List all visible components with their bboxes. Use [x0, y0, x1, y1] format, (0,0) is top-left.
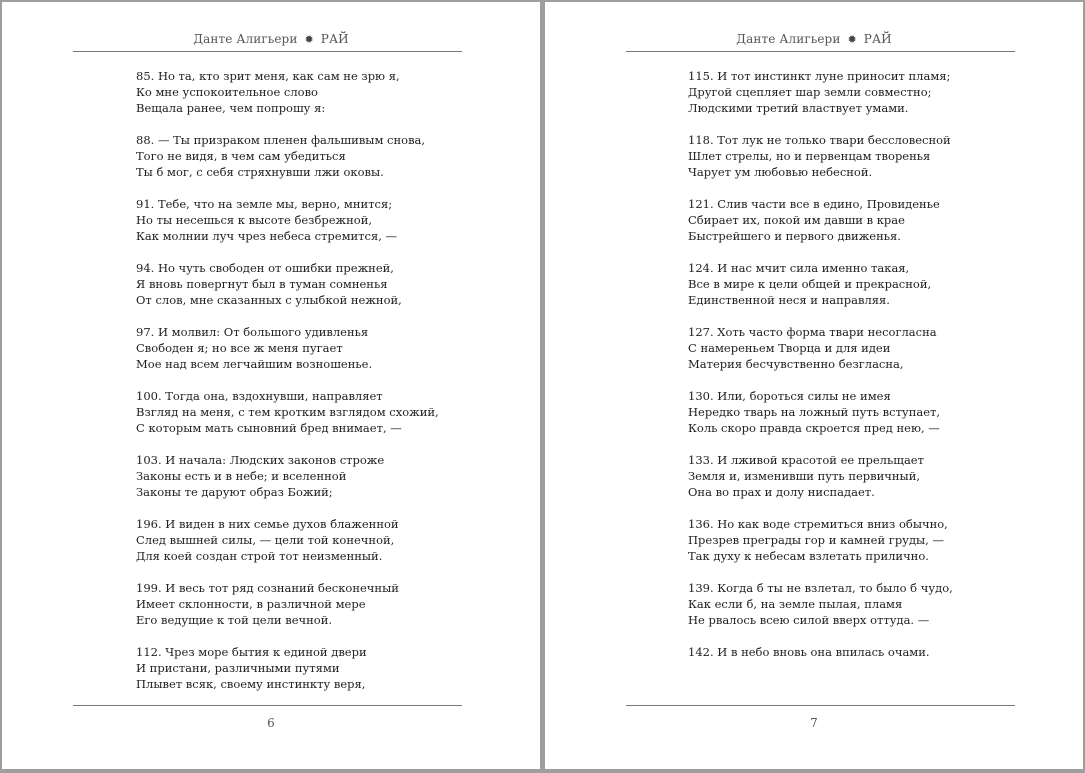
- page-number: 6: [267, 716, 275, 730]
- verse-line: Как молнии луч чрез небеса стремится, —: [136, 229, 398, 243]
- verse-line: Не рвалось всею силой вверх оттуда. —: [688, 613, 930, 627]
- book-title: РАЙ: [320, 32, 349, 46]
- verse-line: 100. Тогда она, вздохнувши, направляет: [136, 389, 383, 403]
- stanza: [136, 644, 456, 692]
- verse-line: Коль скоро правда скроется пред нею, —: [688, 421, 940, 435]
- verse-line: 199. И весь тот ряд сознаний бесконечный: [136, 581, 399, 595]
- verse-line: 130. Или, бороться силы не имея: [688, 389, 891, 403]
- verse-line: 121. Слив части все в едино, Провиденье: [688, 197, 940, 211]
- verse-line: 127. Хоть часто форма твари несогласна: [688, 325, 937, 339]
- verse-line: Людскими третий властвует умами.: [688, 101, 909, 115]
- verse-line: Презрев преграды гор и камней груды, —: [688, 533, 944, 547]
- star-ornament-icon: ✹: [847, 33, 857, 46]
- verse-line: Свободен я; но все ж меня пугает: [136, 341, 343, 355]
- stanza: [688, 580, 1008, 628]
- verse-line: Все в мире к цели общей и прекрасной,: [688, 277, 932, 291]
- verse-line: 142. И в небо вновь она впилась очами.: [688, 645, 930, 659]
- verse-line: Вещала ранее, чем попрошу я:: [136, 101, 326, 115]
- verse-line: Мое над всем легчайшим возношенье.: [136, 357, 373, 371]
- verse-line: 124. И нас мчит сила именно такая,: [688, 261, 910, 275]
- verse-line: Я вновь повергнут был в туман сомненья: [136, 277, 388, 291]
- verse-line: 133. И лживой красотой ее прельщает: [688, 453, 924, 467]
- verse-line: Того не видя, в чем сам убедиться: [136, 149, 346, 163]
- verse-line: Взгляд на меня, с тем кротким взглядом схожий,: [136, 405, 439, 419]
- verse-line: От слов, мне сказанных с улыбкой нежной,: [136, 293, 402, 307]
- verse-line: 97. И молвил: От большого удивленья: [136, 325, 369, 339]
- verse-line: Его ведущие к той цели вечной.: [136, 613, 333, 627]
- page-number: 7: [810, 716, 818, 730]
- verse-line: 118. Тот лук не только твари бессловесной: [688, 133, 951, 147]
- verse-line: Быстрейшего и первого движенья.: [688, 229, 901, 243]
- left-page: [2, 2, 540, 769]
- verse-line: 103. И начала: Людских законов строже: [136, 453, 385, 467]
- verse-line: Для коей создан строй тот неизменный.: [136, 549, 383, 563]
- header-rule: [626, 51, 1015, 52]
- verse-line: Другой сцепляет шар земли совместно;: [688, 85, 932, 99]
- star-ornament-icon: ✹: [304, 33, 314, 46]
- verse-line: Но ты несешься к высоте безбрежной,: [136, 213, 373, 227]
- stanza: [688, 516, 1008, 564]
- stanza: [136, 260, 456, 308]
- stanza: [136, 132, 456, 180]
- footer-rule: [73, 705, 462, 706]
- stanza: [136, 452, 456, 500]
- verse-line: Шлет стрелы, но и первенцам творенья: [688, 149, 931, 163]
- stanza: [688, 324, 1008, 372]
- stanza: [688, 452, 1008, 500]
- verse-line: Ко мне успокоительное слово: [136, 85, 318, 99]
- verse-line: Ты б мог, с себя стряхнувши лжи оковы.: [136, 165, 384, 179]
- running-head: [2, 32, 540, 46]
- verse-line: След вышней силы, — цели той конечной,: [136, 533, 395, 547]
- author-name: Данте Алигьери: [193, 32, 298, 46]
- verse-line: Чарует ум любовью небесной.: [688, 165, 873, 179]
- stanza: [688, 132, 1008, 180]
- verse-line: Сбирает их, покой им давши в крае: [688, 213, 905, 227]
- verse-line: Единственной неся и направляя.: [688, 293, 890, 307]
- header-rule: [73, 51, 462, 52]
- author-name: Данте Алигьери: [736, 32, 841, 46]
- verse-line: 85. Но та, кто зрит меня, как сам не зрю я,: [136, 69, 400, 83]
- verse-line: С намереньем Творца и для идеи: [688, 341, 891, 355]
- verse-line: 115. И тот инстинкт луне приносит пламя;: [688, 69, 951, 83]
- verse-line: 139. Когда б ты не взлетал, то было б чудо,: [688, 581, 953, 595]
- book-title: РАЙ: [863, 32, 892, 46]
- verse-line: Так духу к небесам взлетать прилично.: [688, 549, 929, 563]
- verse-line: 136. Но как воде стремиться вниз обычно,: [688, 517, 948, 531]
- verse-line: 94. Но чуть свободен от ошибки прежней,: [136, 261, 394, 275]
- stanza: [136, 516, 456, 564]
- verse-line: Имеет склонности, в различной мере: [136, 597, 366, 611]
- stanza: [688, 388, 1008, 436]
- verse-line: С которым мать сыновний бред внимает, —: [136, 421, 402, 435]
- stanza: [136, 196, 456, 244]
- stanza: [136, 388, 456, 436]
- verse-line: Плывет всяк, своему инстинкту веря,: [136, 677, 366, 691]
- verse-line: Материя бесчувственно безгласна,: [688, 357, 904, 371]
- verse-line: Она во прах и долу ниспадает.: [688, 485, 875, 499]
- footer-rule: [626, 705, 1015, 706]
- verse-line: 91. Тебе, что на земле мы, верно, мнится;: [136, 197, 393, 211]
- stanza: [688, 260, 1008, 308]
- stanza: [136, 324, 456, 372]
- verse-line: Законы есть и в небе; и вселенной: [136, 469, 347, 483]
- verse-line: И пристани, различными путями: [136, 661, 340, 675]
- right-page: [545, 2, 1083, 769]
- verse-line: Как если б, на земле пылая, пламя: [688, 597, 903, 611]
- verse-line: 196. И виден в них семье духов блаженной: [136, 517, 399, 531]
- running-head: [545, 32, 1083, 46]
- stanza: [688, 68, 1008, 116]
- verse-column: [688, 68, 1008, 676]
- verse-line: Нередко тварь на ложный путь вступает,: [688, 405, 941, 419]
- stanza: [136, 580, 456, 628]
- stanza: [136, 68, 456, 116]
- verse-line: Законы те даруют образ Божий;: [136, 485, 333, 499]
- stanza: [688, 644, 1008, 660]
- verse-line: 112. Чрез море бытия к единой двери: [136, 645, 367, 659]
- verse-column: [136, 68, 456, 708]
- stanza: [688, 196, 1008, 244]
- verse-line: Земля и, изменивши путь первичный,: [688, 469, 921, 483]
- verse-line: 88. — Ты призраком пленен фальшивым снова,: [136, 133, 426, 147]
